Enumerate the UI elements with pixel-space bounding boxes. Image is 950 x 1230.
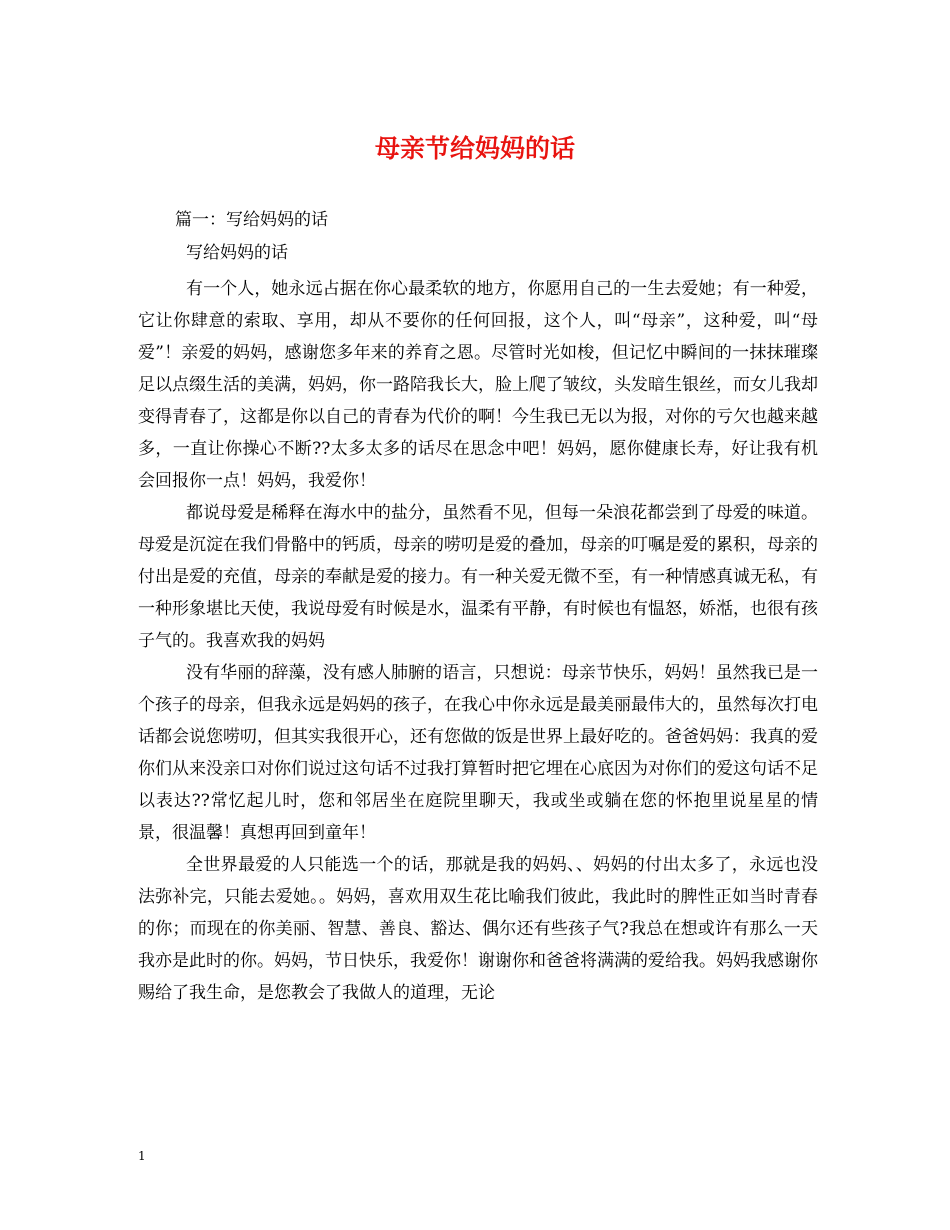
- paragraph-2: 都说母爱是稀释在海水中的盐分，虽然看不见，但每一朵浪花都尝到了母爱的味道。母爱是沉淀在我们骨骼中的钙质，母亲的唠叨是爱的叠加，母亲的叮嘱是爱的累积，母亲的付出是爱的充值，母亲的奉献是爱的接力。有一种关爱无微不至，有一种情感真诚无私，有一种形象堪比天使，我说母爱有时候是水，温柔有平静，有时候也有愠怒，娇湉，也很有孩子气的。我喜欢我的妈妈: [138, 503, 818, 651]
- page-number: 1: [138, 1149, 146, 1163]
- paragraph-4: 全世界最爱的人只能选一个的话，那就是我的妈妈、、妈妈的付出太多了，永远也没法弥补完，只能去爱她。。妈妈，喜欢用双生花比喻我们彼此，我此时的脾性正如当时青春的你；而现在的你美丽、智慧、善良、豁达、偶尔还有些孩子气?我总在想或许有那么一天我亦是此时的你。妈妈，节日快乐，我爱你！谢谢你和爸爸将满满的爱给我。妈妈我感谢你赐给了我生命，是您教会了我做人的道理，无论: [138, 855, 818, 1003]
- paragraph-3: 没有华丽的辞藻，没有感人肺腑的语言，只想说：母亲节快乐，妈妈！虽然我已是一个孩子的母亲，但我永远是妈妈的孩子，在我心中你永远是最美丽最伟大的，虽然每次打电话都会说您唠叨，但其实我很开心，还有您做的饭是世界上最好吃的。爸爸妈妈：我真的爱你们从来没亲口对你们说过这句话不过我打算暂时把它埋在心底因为对你们的爱这句话不足以表达??常忆起儿时，您和邻居坐在庭院里聊天，我或坐或躺在您的怀抱里说星星的情景，很温馨！真想再回到童年！: [138, 663, 818, 843]
- document-body: [138, 273, 818, 1009]
- document-title: 母亲节给妈妈的话: [374, 134, 575, 163]
- paragraph-1: 有一个人，她永远占据在你心最柔软的地方，你愿用自己的一生去爱她；有一种爱，它让你肆意的索取、享用，却从不要你的任何回报，这个人，叫“母亲”，这种爱，叫“母爱”！亲爱的妈妈，感谢您多年来的养育之恩。尽管时光如梭，但记忆中瞬间的一抹抹璀璨足以点缀生活的美满，妈妈，你一路陪我长大，脸上爬了皱纹，头发暗生银丝，而女儿我却变得青春了，这都是你以自己的青春为代价的啊！今生我已无以为报，对你的亏欠也越来越多，一直让你操心不断??太多太多的话尽在思念中吧！妈妈，愿你健康长寿，好让我有机会回报你一点！妈妈，我爱你！: [138, 279, 818, 491]
- article-title: 写给妈妈的话: [186, 243, 288, 263]
- section-heading: 篇一：写给妈妈的话: [175, 210, 328, 230]
